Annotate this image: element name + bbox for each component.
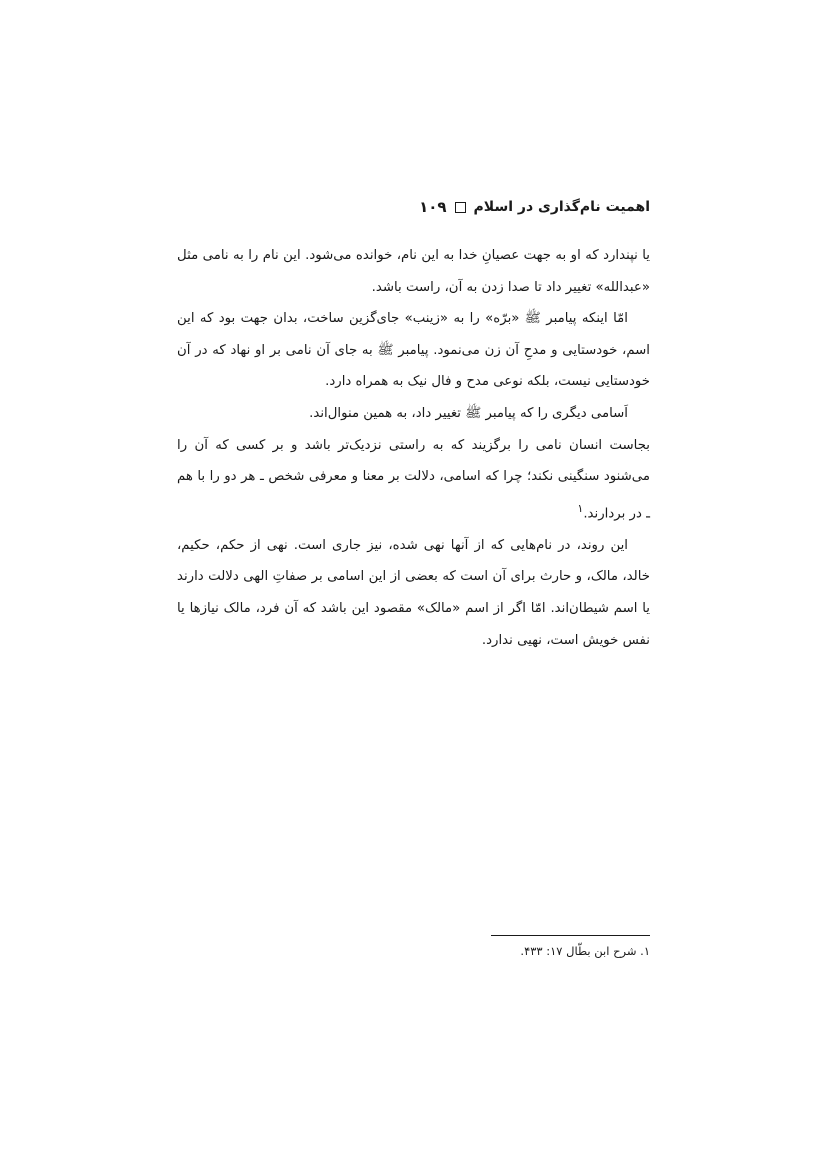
page-number: ۱۰۹ [419, 198, 447, 216]
square-ornament-icon [455, 202, 466, 213]
paragraph [177, 303, 650, 398]
paragraph [177, 530, 650, 656]
paragraph-text: این روند، در نام‌هایی که از آنها نهی شده، نیز جاری است. نهی از حکم، حکیم، خالد، مالک، و حارث برای آن است که بعضی از این اسامی بر صفاتِ الهی دلالت دارند یا اسم شیطان‌اند. امّا اگر از اسم «مالک» مقصود این باشد که آن فرد، مالک نیازها یا نفس خویش است، نهیی ندارد. [177, 537, 650, 648]
paragraph [177, 398, 650, 430]
paragraph-text: یا نپندارد که او به جهت عصیانِ خدا به این نام، خوانده می‌شود. این نام را به نامی مثل «عبدالله» تغییر داد تا صدا زدن به آن، راست باشد. [177, 248, 650, 295]
paragraph [177, 240, 650, 303]
chapter-title: اهمیت نام‌گذاری در اسلام [473, 199, 650, 215]
paragraph-text: بجاست انسان نامی را برگزیند که به راستی نزدیک‌تر باشد و بر کسی که آن را می‌شنود سنگینی نکند؛ چرا که اسامی، دلالت بر معنا و معرفی شخص ـ هر دو را با هم ـ در بردارند. [177, 437, 650, 522]
footnote: ۱. شرح ابن بطّال ۱۷: ۴۳۳. [520, 944, 650, 958]
paragraph-text: اَسامی دیگری را که پیامبر ﷺ تغییر داد، به همین منوال‌اند. [309, 405, 628, 421]
paragraph-text: امّا اینکه پیامبر ﷺ «برّه» را به «زینب» جای‌گزین ساخت، بدان جهت بود که این اسم، خودستایی و مدحِ آن زن می‌نمود. پیامبر ﷺ به جای آن نامی بر او نهاد که در آن خودستایی نیست، بلکه نوعی مدح و فال نیک به همراه دارد. [177, 311, 650, 390]
body-text [177, 240, 650, 656]
running-header [177, 194, 650, 220]
paragraph [177, 430, 650, 530]
footnote-ref[interactable]: ۱ [577, 501, 584, 515]
footnote-divider [491, 935, 650, 936]
